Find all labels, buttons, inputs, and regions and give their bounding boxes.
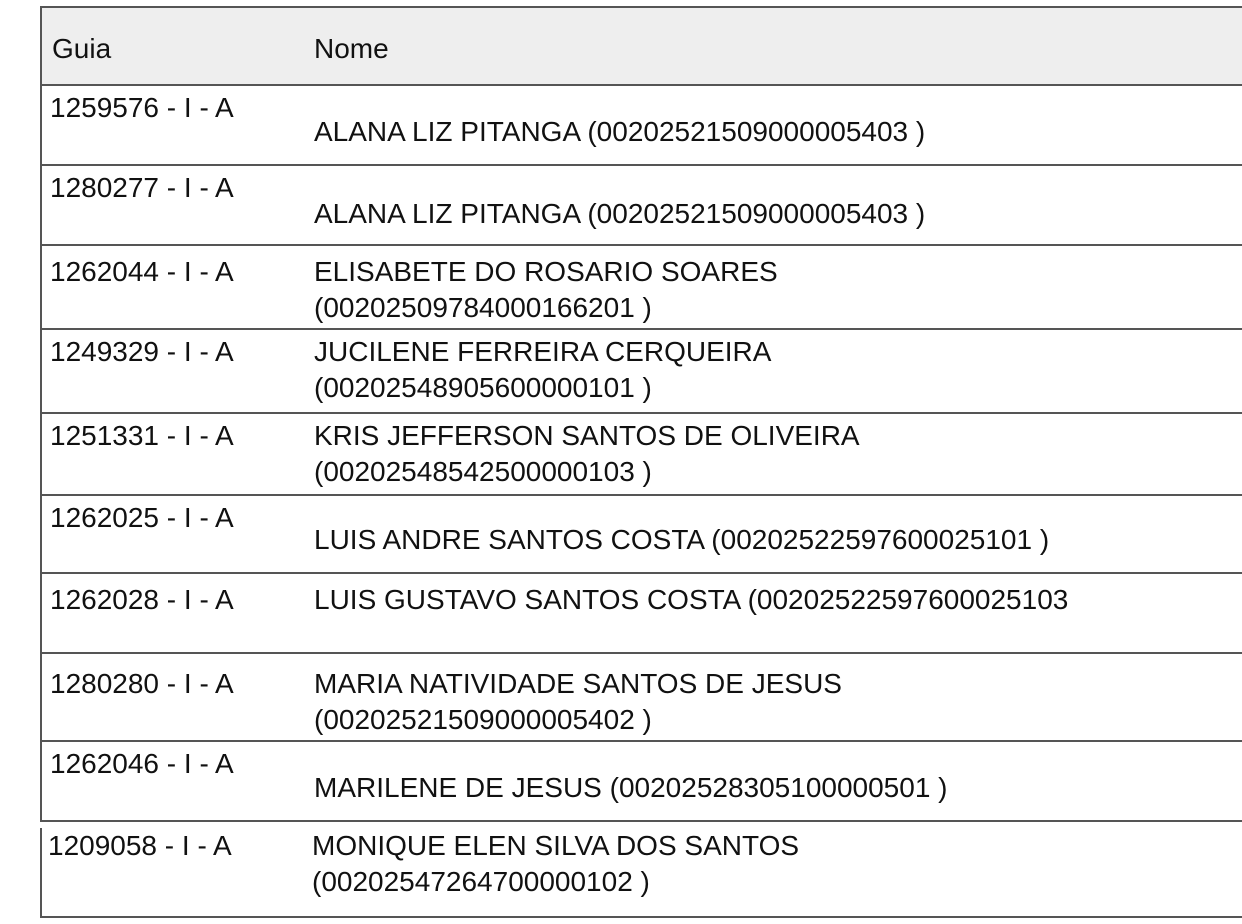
guia-cell: 1280280 - I - A xyxy=(50,668,234,699)
nome-cell-line1: MONIQUE ELEN SILVA DOS SANTOS xyxy=(312,830,800,861)
last-row-container xyxy=(40,828,1242,916)
nome-cell: LUIS ANDRE SANTOS COSTA (00202522597600025101 ) xyxy=(314,524,1050,555)
guia-cell: 1209058 - I - A xyxy=(48,830,232,861)
nome-cell-line2: (00202548905600000101 ) xyxy=(314,372,652,403)
table-row xyxy=(42,86,1242,166)
table-row xyxy=(42,496,1242,574)
guia-cell: 1280277 - I - A xyxy=(50,172,234,203)
column-header-guia: Guia xyxy=(52,33,112,64)
nome-cell-line1: JUCILENE FERREIRA CERQUEIRA xyxy=(314,336,772,367)
table-row xyxy=(42,654,1242,742)
nome-cell-line1: ELISABETE DO ROSARIO SOARES xyxy=(314,256,778,287)
guia-cell: 1262046 - I - A xyxy=(50,748,234,779)
guia-cell: 1262028 - I - A xyxy=(50,584,234,615)
nome-cell-line2: (00202547264700000102 ) xyxy=(312,866,650,897)
nome-cell: ALANA LIZ PITANGA (00202521509000005403 ) xyxy=(314,198,926,229)
guia-cell: 1262025 - I - A xyxy=(50,502,234,533)
column-header-nome: Nome xyxy=(314,33,389,64)
table-header xyxy=(42,6,1242,86)
guia-cell: 1262044 - I - A xyxy=(50,256,234,287)
table-row xyxy=(42,742,1242,822)
nome-cell-line2: (00202509784000166201 ) xyxy=(314,292,652,323)
table-bottom-border xyxy=(40,916,1242,918)
table-row xyxy=(42,246,1242,330)
guia-cell: 1259576 - I - A xyxy=(50,92,234,123)
nome-cell: ALANA LIZ PITANGA (00202521509000005403 ) xyxy=(314,116,926,147)
table-row xyxy=(42,166,1242,246)
nome-cell: LUIS GUSTAVO SANTOS COSTA (00202522597600025103 xyxy=(314,584,1069,615)
nome-cell-line1: KRIS JEFFERSON SANTOS DE OLIVEIRA xyxy=(314,420,860,451)
guia-table xyxy=(40,6,1242,822)
nome-cell-line2: (00202548542500000103 ) xyxy=(314,456,652,487)
table-row xyxy=(42,414,1242,496)
nome-cell: MARILENE DE JESUS (00202528305100000501 ) xyxy=(314,772,948,803)
nome-cell-line1: MARIA NATIVIDADE SANTOS DE JESUS xyxy=(314,668,842,699)
table-row xyxy=(42,330,1242,414)
nome-cell-line2: (00202521509000005402 ) xyxy=(314,704,652,735)
table-row xyxy=(42,574,1242,654)
guia-cell: 1251331 - I - A xyxy=(50,420,234,451)
guia-cell: 1249329 - I - A xyxy=(50,336,234,367)
